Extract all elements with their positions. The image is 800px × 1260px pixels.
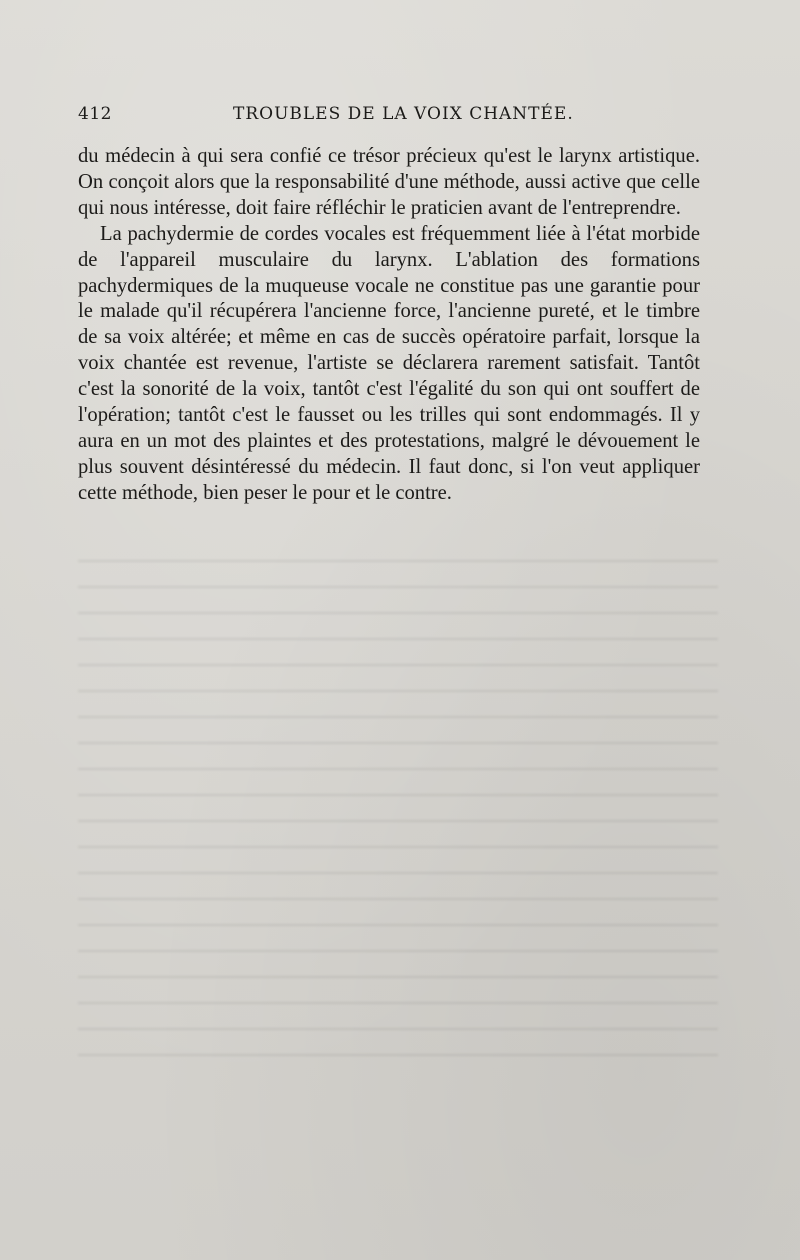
body-text: [78, 144, 700, 507]
paragraph-pachydermie: La pachydermie de cordes vocales est fréquemment liée à l'état morbide de l'appareil musculaire du larynx. L'ablation des formations pachydermiques de la muqueuse vocale ne constitue pas une garantie pour le malade qu'il récupérera l'ancienne force, l'ancienne pureté, et le timbre de sa voix altérée; et même en cas de succès opératoire parfait, lorsque la voix chantée est revenue, l'artiste se déclarera rarement satisfait. Tantôt c'est la sonorité de la voix, tantôt c'est l'égalité du son qui ont souffert de l'opération; tantôt c'est le fausset ou les trilles qui sont endommagés. Il y aura en un mot des plaintes et des protestations, malgré le dévouement le plus souvent désintéressé du médecin. Il faut donc, si l'on veut appliquer cette méthode, bien peser le pour et le contre.: [78, 222, 700, 504]
show-through-bleed: [78, 560, 718, 1080]
page-header: [78, 104, 700, 134]
paragraph-continuation: du médecin à qui sera confié ce trésor précieux qu'est le larynx artistique. On conçoit alors que la responsabilité d'une méthode, aussi active que celle qui nous intéresse, doit faire réfléchir le praticien avant de l'entreprendre.: [78, 145, 700, 219]
running-title: TROUBLES DE LA VOIX CHANTÉE.: [233, 104, 574, 124]
page-number: 412: [78, 104, 112, 124]
